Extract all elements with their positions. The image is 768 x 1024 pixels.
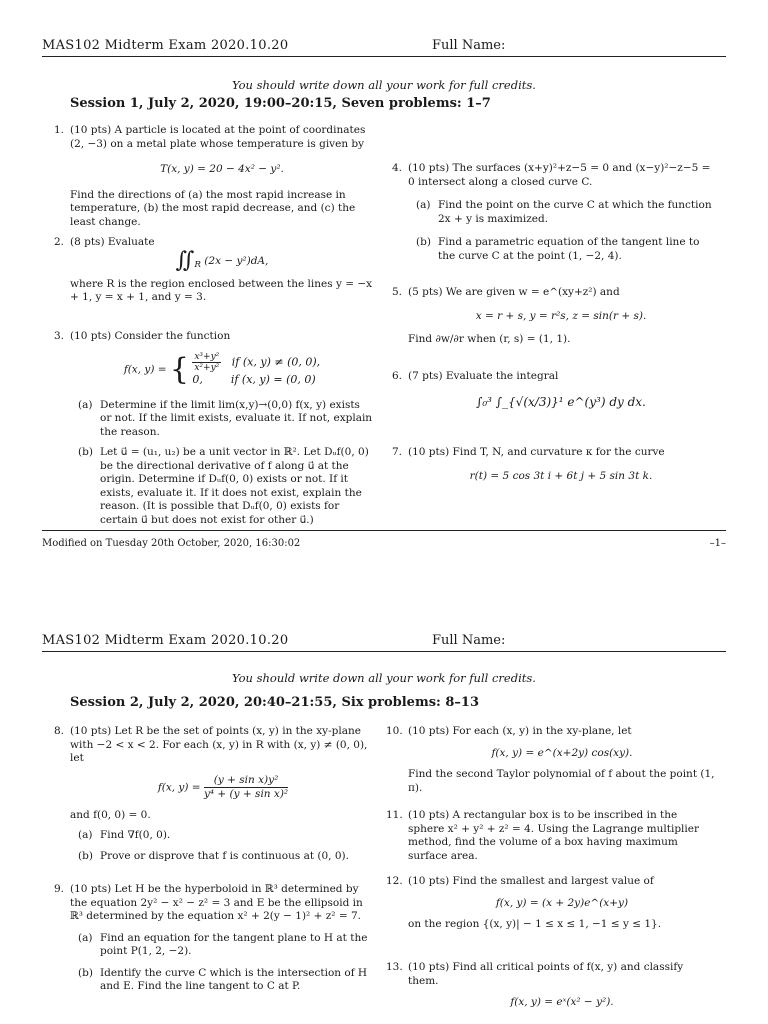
subpart-label: (b): [78, 849, 93, 862]
problem-equation: x = r + s, y = r²s, z = sin(r + s).: [475, 309, 647, 322]
exam-title: MAS102 Midterm Exam 2020.10.20: [42, 633, 289, 648]
page-footer: [42, 530, 726, 549]
problem-text-after: where R is the region enclosed between the lines y = −x + 1, y = x + 1, and y = 3.: [70, 277, 373, 304]
subpart-b: [78, 849, 376, 864]
problem-text: (8 pts) Evaluate: [70, 236, 155, 248]
problem-equation: f(x, y) = eˣ(x² − y²).: [510, 996, 614, 1008]
case-condition: if (x, y) ≠ (0, 0),: [231, 355, 321, 368]
problem-5: [392, 286, 714, 347]
exam-title: MAS102 Midterm Exam 2020.10.20: [42, 38, 289, 53]
problem-3: [54, 330, 374, 527]
problem-13: [386, 961, 716, 1018]
problem-number: 13.: [386, 961, 403, 973]
subpart-a: [78, 829, 376, 843]
function-name: f(x, y) =: [123, 363, 167, 375]
problem-number: 4.: [392, 162, 403, 174]
double-integral: [70, 247, 374, 273]
problem-number: 10.: [386, 725, 403, 737]
fraction-denominator: y⁴ + (y + sin x)²: [203, 787, 289, 800]
integral-symbol: ∬: [175, 247, 195, 273]
fraction-numerator: (y + sin x)y²: [204, 774, 288, 788]
footer-rule: [42, 530, 726, 531]
problem-text: (10 pts) Let R be the set of points (x, y) in the xy-plane with −2 < x < 2. For each (x, y) in R with (x, y) ≠ (0, 0), let: [70, 725, 368, 764]
page-number: –1–: [709, 538, 726, 549]
problem-number: 3.: [54, 330, 65, 342]
subpart-a: [416, 199, 714, 226]
problem-number: 11.: [386, 809, 403, 821]
problem-text-after: and f(0, 0) = 0.: [70, 808, 151, 821]
subpart-label: (a): [416, 199, 431, 211]
problem-text-after: Find the second Taylor polynomial of f about the point (1, π).: [408, 768, 715, 794]
problem-11: [386, 809, 716, 863]
problem-equation: f(x, y) = e^(x+2y) cos(xy).: [491, 746, 633, 759]
header-rule: [42, 56, 726, 57]
problem-1: [54, 124, 374, 229]
session-heading: Session 1, July 2, 2020, 19:00–20:15, Seven problems: 1–7: [70, 96, 491, 111]
problem-10: [386, 725, 716, 795]
exam-page-2: [0, 615, 768, 1024]
fraction-denominator: x²+y²: [194, 362, 220, 373]
integral-region: R: [194, 259, 201, 270]
case-condition: if (x, y) = (0, 0): [230, 372, 316, 386]
subpart-b: [78, 446, 374, 527]
subpart-b: [416, 236, 714, 263]
full-name-label: Full Name:: [432, 38, 506, 53]
problem-number: 6.: [392, 370, 403, 382]
problem-text: (10 pts) Find all critical points of f(x, y) and classify them.: [408, 961, 684, 987]
problem-text: (10 pts) For each (x, y) in the xy-plane, let: [408, 725, 632, 737]
subpart-text: Find ∇f(0, 0).: [100, 829, 171, 841]
subpart-text: Identify the curve C which is the intersection of H and E. Find the line tangent to C at P.: [100, 966, 368, 992]
subpart-text: Find the point on the curve C at which the function 2x + y is maximized.: [438, 199, 712, 225]
subpart-label: (a): [78, 931, 93, 944]
subpart-text: Find an equation for the tangent plane to H at the point P(1, 2, −2).: [100, 931, 368, 957]
problem-7: [392, 446, 714, 493]
problem-text: (5 pts) We are given w = e^(xy+z²) and: [408, 286, 620, 298]
case-value: 0,: [192, 372, 203, 386]
header-rule: [42, 651, 726, 652]
problem-8: [54, 725, 376, 863]
problem-number: 1.: [54, 124, 65, 136]
problem-text: (10 pts) Find T, N, and curvature κ for the curve: [408, 446, 665, 458]
problem-number: 5.: [392, 286, 403, 298]
piecewise-function: [70, 352, 374, 387]
modified-timestamp: Modified on Tuesday 20th October, 2020, 16:30:02: [42, 538, 301, 549]
instruction: You should write down all your work for full credits.: [232, 671, 536, 685]
problem-4: [392, 162, 714, 263]
problem-text: (10 pts) Let H be the hyperboloid in ℝ³ determined by the equation 2y² − x² − z² = 3 and E be the ellipsoid in ℝ³ determined by the equation x² + 2(y − 1)² + z² = 7.: [70, 883, 363, 922]
subpart-text: Find a parametric equation of the tangent line to the curve C at the point (1, −2, 4).: [438, 236, 700, 262]
problem-text: (10 pts) A rectangular box is to be inscribed in the sphere x² + y² + z² = 4. Using the Lagrange multiplier method, find the volume of a box having maximum surface area.: [408, 809, 699, 862]
problem-text: (7 pts) Evaluate the integral: [408, 370, 559, 382]
subpart-b: [78, 966, 376, 994]
problem-equation: T(x, y) = 20 − 4x² − y².: [160, 163, 284, 175]
function-definition: [70, 774, 376, 801]
subpart-label: (a): [78, 829, 93, 841]
subpart-text: Let u⃗ = (u₁, u₂) be a unit vector in ℝ². Let Dᵤf(0, 0) be the directional derivative of f along u⃗ at the origin. Determine if Dᵤf(0, 0) exists or not. If it exists, evaluate it. If it does not exist, explain the reason. (It is possible that Dᵤf(0, 0) exists for certain u⃗ but does not exist for other u⃗.): [100, 446, 369, 526]
subpart-label: (b): [416, 236, 431, 248]
problem-9: [54, 883, 376, 994]
problem-number: 7.: [392, 446, 403, 458]
function-name: f(x, y) =: [157, 781, 201, 793]
instruction: You should write down all your work for full credits.: [232, 78, 536, 92]
problem-text: (10 pts) The surfaces (x+y)²+z−5 = 0 and (x−y)²−z−5 = 0 intersect along a closed curve C.: [408, 162, 711, 188]
fraction-numerator: x³+y²: [194, 351, 220, 362]
problem-12: [386, 875, 716, 932]
subpart-text: Determine if the limit lim(x,y)→(0,0) f(x, y) exists or not. If the limit exists, evaluate it. If not, explain the reason.: [100, 398, 373, 438]
problem-equation: ∫₀³ ∫_{√(x/3)}¹ e^(y³) dy dx.: [476, 394, 646, 409]
problem-number: 12.: [386, 875, 403, 887]
problem-text-after: on the region {(x, y)| − 1 ≤ x ≤ 1, −1 ≤ y ≤ 1}.: [408, 918, 662, 930]
problem-text-after: Find the directions of (a) the most rapid increase in temperature, (b) the most rapid decrease, and (c) the least change.: [70, 188, 356, 228]
problem-6: [392, 370, 714, 421]
page-header: [42, 38, 726, 58]
problem-text: (10 pts) Consider the function: [70, 330, 231, 342]
integrand: (2x − y²)dA,: [204, 254, 269, 267]
problem-text-after: Find ∂w/∂r when (r, s) = (1, 1).: [408, 333, 571, 345]
problem-text: (10 pts) A particle is located at the point of coordinates (2, −3) on a metal plate whose temperature is given by: [70, 124, 366, 150]
problem-text: (10 pts) Find the smallest and largest value of: [408, 875, 654, 887]
session-heading: Session 2, July 2, 2020, 20:40–21:55, Six problems: 8–13: [70, 695, 479, 710]
subpart-a: [78, 931, 376, 959]
page-header: [42, 633, 726, 653]
subpart-a: [78, 398, 374, 440]
problem-2: [54, 236, 374, 305]
problem-number: 8.: [54, 725, 65, 737]
left-brace: {: [169, 351, 190, 387]
full-name-label: Full Name:: [432, 633, 506, 648]
subpart-label: (b): [78, 446, 93, 458]
case-fraction: [192, 352, 221, 373]
subpart-label: (b): [78, 966, 93, 979]
piecewise-cases: [192, 352, 320, 387]
function-fraction: [204, 774, 288, 801]
subpart-label: (a): [78, 398, 93, 411]
problem-number: 9.: [54, 883, 65, 895]
subpart-text: Prove or disprove that f is continuous at (0, 0).: [100, 849, 349, 862]
problem-equation: f(x, y) = (x + 2y)e^(x+y): [495, 896, 629, 909]
problem-number: 2.: [54, 236, 65, 248]
problem-equation: r(t) = 5 cos 3t i + 6t j + 5 sin 3t k.: [469, 469, 653, 482]
